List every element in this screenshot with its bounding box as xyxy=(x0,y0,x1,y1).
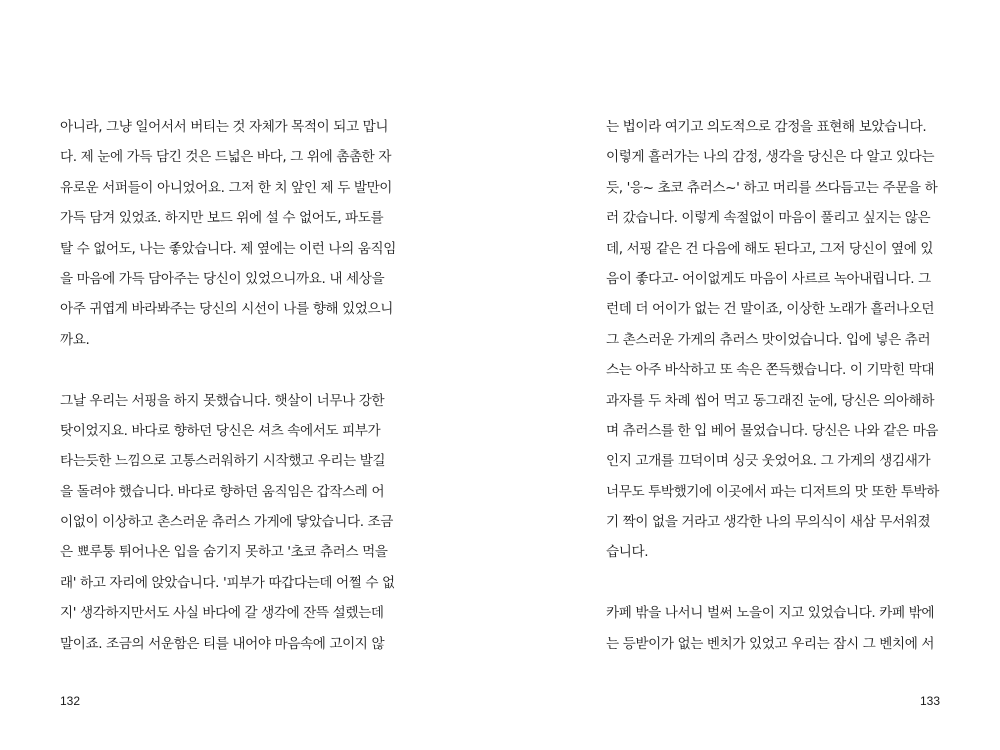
text-line: 듯, '응~ 초코 츄러스~' 하고 머리를 쓰다듬고는 주문을 하 xyxy=(606,179,938,196)
text-line: 유로운 서퍼들이 아니었어요. 그저 한 치 앞인 제 두 발만이 xyxy=(60,179,393,196)
text-line: 지' 생각하지만서도 사실 바다에 갈 생각에 잔뜩 설렜는데 xyxy=(60,605,384,622)
text-line: 그 촌스러운 가게의 츄러스 맛이었습니다. 입에 넣은 츄러 xyxy=(606,331,931,348)
text-line: 스는 아주 바삭하고 또 속은 쫀득했습니다. 이 기막힌 막대 xyxy=(606,362,935,379)
page-number-left: 132 xyxy=(60,694,81,708)
text-line: 래' 하고 자리에 앉았습니다. '피부가 따갑다는데 어쩔 수 없 xyxy=(60,574,395,591)
text-line: 을 돌려야 했습니다. 바다로 향하던 움직임은 갑작스레 어 xyxy=(60,483,385,500)
text-line: 과자를 두 차례 씹어 먹고 동그래진 눈에, 당신은 의아해하 xyxy=(606,392,935,409)
paragraph-gap xyxy=(606,568,942,598)
text-line: 는 등받이가 없는 벤치가 있었고 우리는 잠시 그 벤치에 서 xyxy=(606,635,935,652)
text-line: 다. 제 눈에 가득 담긴 것은 드넓은 바다, 그 위에 촘촘한 자 xyxy=(60,149,392,166)
text-line: 아니라, 그냥 일어서서 버티는 것 자체가 목적이 되고 맙니 xyxy=(60,119,389,135)
text-line: 탈 수 없어도, 나는 좋았습니다. 제 옆에는 이런 나의 움직임 xyxy=(60,240,396,257)
text-line: 인지 고개를 끄덕이며 싱긋 웃었어요. 그 가게의 생김새가 xyxy=(606,453,931,470)
paragraph-gap xyxy=(60,355,410,385)
text-line: 이렇게 흘러가는 나의 감정, 생각을 당신은 다 알고 있다는 xyxy=(606,149,935,166)
paragraph xyxy=(606,598,942,659)
text-line: 은 뾰루퉁 튀어나온 입을 숨기지 못하고 '초코 츄러스 먹을 xyxy=(60,544,388,561)
text-line: 을 마음에 가득 담아주는 당신이 있었으니까요. 내 세상을 xyxy=(60,270,385,287)
paragraph xyxy=(606,112,942,568)
text-line: 런데 더 어이가 없는 건 말이죠, 이상한 노래가 흘러나오던 xyxy=(606,301,935,318)
text-line: 음이 좋다고- 어이없게도 마음이 사르르 녹아내립니다. 그 xyxy=(606,270,931,287)
text-line: 가득 담겨 있었죠. 하지만 보드 위에 설 수 없어도, 파도를 xyxy=(60,210,384,227)
text-line: 타는듯한 느낌으로 고통스러워하기 시작했고 우리는 발길 xyxy=(60,453,386,470)
text-line: 기 짝이 없을 거라고 생각한 나의 무의식이 새삼 무서워졌 xyxy=(606,514,931,531)
text-line: 이없이 이상하고 촌스러운 츄러스 가게에 닿았습니다. 조금 xyxy=(60,514,394,531)
text-line: 는 법이라 여기고 의도적으로 감정을 표현해 보았습니다. xyxy=(606,119,927,135)
text-line: 탓이었지요. 바다로 향하던 당신은 셔츠 속에서도 피부가 xyxy=(60,422,381,439)
page-number-right: 133 xyxy=(919,694,940,708)
text-line: 데, 서핑 같은 건 다음에 해도 된다고, 그저 당신이 옆에 있 xyxy=(606,240,934,257)
text-line: 며 츄러스를 한 입 베어 물었습니다. 당신은 나와 같은 마음 xyxy=(606,422,939,439)
text-line: 습니다. xyxy=(606,544,649,561)
text-line: 말이죠. 조금의 서운함은 티를 내어야 마음속에 고이지 않 xyxy=(60,635,385,652)
text-line: 너무도 투박했기에 이곳에서 파는 디저트의 맛 또한 투박하 xyxy=(606,483,940,500)
text-line: 까요. xyxy=(60,331,90,348)
text-line: 그날 우리는 서핑을 하지 못했습니다. 햇살이 너무나 강한 xyxy=(60,392,385,409)
paragraph xyxy=(60,112,410,355)
text-line: 러 갔습니다. 이렇게 속절없이 마음이 풀리고 싶지는 않은 xyxy=(606,210,931,227)
right-page xyxy=(500,0,1000,750)
paragraph xyxy=(60,386,410,660)
text-line: 카페 밖을 나서니 벌써 노을이 지고 있었습니다. 카페 밖에 xyxy=(606,605,935,622)
text-line: 아주 귀엽게 바라봐주는 당신의 시선이 나를 향해 있었으니 xyxy=(60,301,394,318)
left-text-block xyxy=(60,112,410,659)
right-text-block xyxy=(606,112,942,659)
